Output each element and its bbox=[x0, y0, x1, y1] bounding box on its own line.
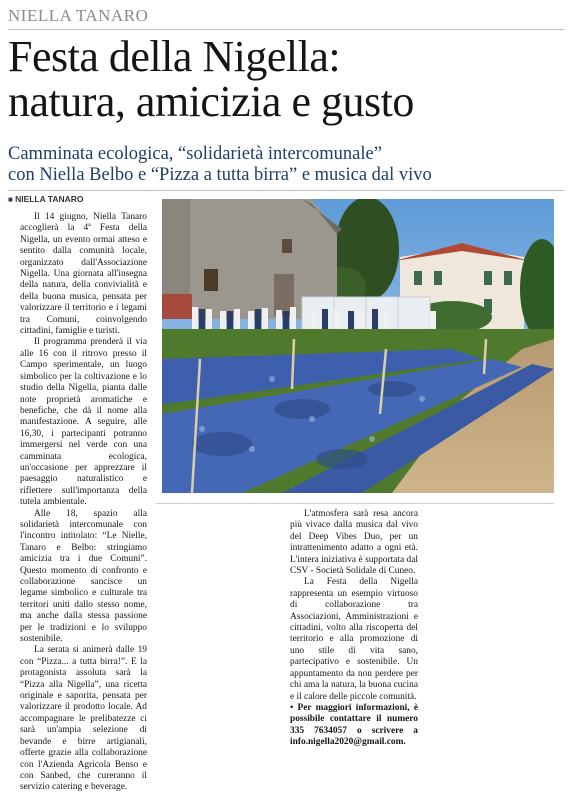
contact-info: • Per maggiori informazioni, è possibile contattare il numero 335 7634057 o scrivere a info.nigella2020@gmail.com. bbox=[290, 702, 418, 748]
headline-line-2: natura, amicizia e gusto bbox=[8, 77, 414, 126]
paragraph: Il programma prenderà il via alle 16 con il ritrovo presso il Campo sperimentale, un luogo simbolico per la coltivazione e lo studio della Nigella, pianta dalle note proprietà aromatiche e benefiche, che dà il nome alla manifestazione. A seguire, alle 16,30, i partecipanti potranno immergersi nel verde con una camminata ecologica, un'occasione per apprezzare il paesaggio naturalistico e riflettere sull'importanza della tutela ambientale. bbox=[20, 337, 147, 508]
subheadline bbox=[8, 144, 564, 186]
paragraph: Il 14 giugno, Niella Tanaro accoglierà la 4ª Festa della Nigella, un evento ormai atteso e sentito dalla comunità locale, organizzato dall'Associazione Nigella. Una giornata all'insegna della natura, della convivialità e della buona musica, pensata per valorizzare il territorio e i legami tra Comuni, coinvolgendo cittadini, famiglie e turisti. bbox=[20, 212, 147, 337]
event-photo bbox=[162, 199, 554, 493]
column-divider-horizontal bbox=[156, 503, 554, 504]
headline-line-1: Festa della Nigella: bbox=[8, 32, 341, 81]
subhead-line-2: con Niella Belbo e “Pizza a tutta birra” e musica dal vivo bbox=[8, 165, 432, 185]
headline bbox=[8, 34, 564, 124]
section-rubric: NIELLA TANARO bbox=[8, 6, 149, 25]
article-column-2 bbox=[290, 509, 418, 749]
subhead-line-1: Camminata ecologica, “solidarietà intercomunale” bbox=[8, 144, 382, 164]
article-column-1 bbox=[20, 212, 147, 794]
mid-rule bbox=[8, 190, 564, 191]
paragraph: L'atmosfera sarà resa ancora più vivace dalla musica dal vivo del Deep Vibes Duo, per un intrattenimento adatto a ogni età. L'intera iniziativa è supportata dal CSV - Società Solidale di Cuneo. bbox=[290, 509, 418, 577]
paragraph: Alle 18, spazio alla solidarietà intercomunale con l'incontro intitolato: “Le Nielle, Tanaro e Belbo: stringiamo amicizia tra i due Comuni”. Questo momento di confronto e collaborazione sancisce un legame simbolico e culturale tra territori uniti dallo stesso nome, ma anche dalla stessa passione per le tradizioni e lo sviluppo sostenibile. bbox=[20, 508, 147, 645]
location-tag: ■ NIELLA TANARO bbox=[8, 194, 84, 204]
paragraph: La Festa della Nigella rappresenta un esempio virtuoso di collaborazione tra Associazioni, Amministrazioni e cittadini, volto alla riscoperta del territorio e alla promozione di uno stile di vita sano, partecipativo e sostenibile. Un appuntamento da non perdere per chi ama la natura, la buona cucina e il calore delle piccole comunità. bbox=[290, 577, 418, 702]
top-rule bbox=[8, 29, 564, 30]
paragraph: La serata si animerà dalle 19 con “Pizza... a tutta birra!”. E la protagonista assoluta sarà la “Pizza alla Nigella”, una ricetta originale e saporita, pensata per valorizzare il prodotto locale. Ad accompagnare le prelibatezze ci sarà un'ampia selezione di bevande e birre artigianali, offerte grazie alla collaborazione con l'Azienda Agricola Benso e con Sanbed, che cureranno il servizio catering e beverage. bbox=[20, 645, 147, 793]
